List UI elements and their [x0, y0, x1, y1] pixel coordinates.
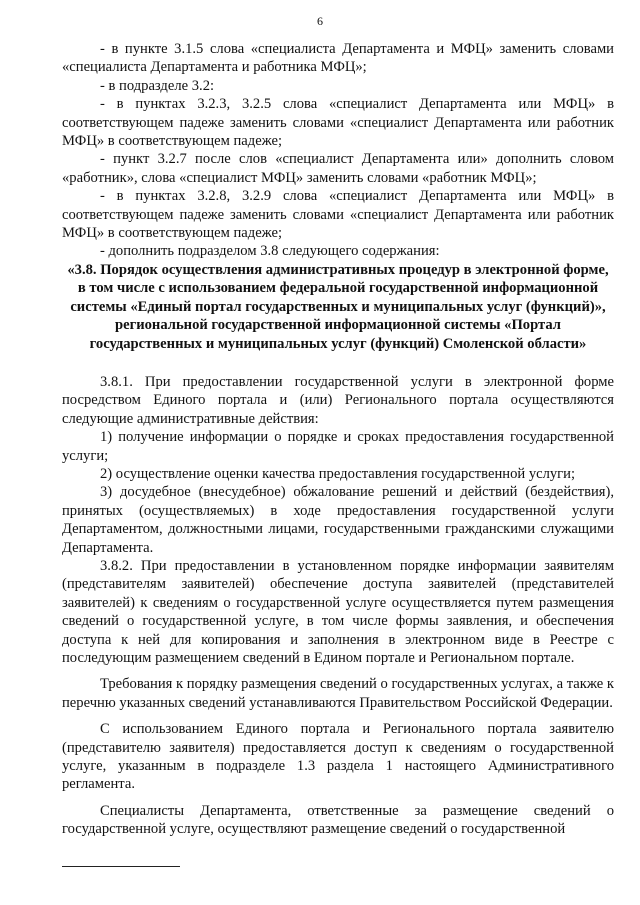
document-body: [62, 40, 614, 839]
body-paragraph-requirements: Требования к порядку размещения сведений о государственных услугах, а также к перечню указанных сведений устанавливаются Правительством Российской Федерации.: [62, 676, 614, 711]
body-list-item-1: 1) получение информации о порядке и сроках предоставления государственной услуги;: [62, 429, 614, 464]
paragraph-amend-3-2-8: - в пунктах 3.2.8, 3.2.9 слова «специалист Департамента или МФЦ» в соответствующем падеже заменить словами «специалист Департамента или работник МФЦ» в соответствующем падеже;: [62, 188, 614, 242]
paragraph-subsection-3-2: - в подразделе 3.2:: [100, 77, 215, 94]
footnote-rule: [62, 866, 180, 867]
paragraph-amend-3-2-3: - в пунктах 3.2.3, 3.2.5 слова «специалист Департамента или МФЦ» в соответствующем падеже заменить словами «специалист Департамента или работник МФЦ» в соответствующем падеже;: [62, 96, 614, 150]
body-paragraph-portal-access: С использованием Единого портала и Регионального портала заявителю (представителю заявителя) предоставляется доступ к сведениям о государственной услуге, указанным в подразделе 1.3 раздела 1 настоящего Административного регламента.: [62, 721, 614, 793]
body-list-item-3: 3) досудебное (внесудебное) обжалование решений и действий (бездействия), принятых (осуществляемых) в ходе предоставления государственной услуги Департаментом, должностными лицами, государственными гражданскими служащими Департамента.: [62, 484, 614, 556]
section-heading-3-8: «3.8. Порядок осуществления административных процедур в электронной форме, в том числе с использованием федеральной государственной информационной системы «Единый портал государственных и муниципальных услуг (функций)», региональной государственной информационной системы «Портал государственных и муниципальных услуг (функций) Смоленской области»: [67, 261, 609, 352]
paragraph-add-3-8: - дополнить подразделом 3.8 следующего содержания:: [100, 243, 440, 260]
body-paragraph-3-8-2: 3.8.2. При предоставлении в установленном порядке информации заявителям (представителям заявителей) обеспечение доступа заявителей (представителей заявителей) к сведениям о государственной услуге осуществляется путем размещения сведений о государственной услуге, в том числе формы заявления, и обеспечения доступа к ней для копирования и заполнения в электронном виде в Реестре с последующим размещением сведений в Едином портале и Региональном портале.: [62, 557, 614, 666]
paragraph-amend-3-2-7: - пункт 3.2.7 после слов «специалист Департамента или» дополнить словом «работник», слова «специалист МФЦ» заменить словами «работник МФЦ»;: [62, 151, 614, 186]
page-number: 6: [317, 14, 323, 28]
body-paragraph-specialists: Специалисты Департамента, ответственные за размещение сведений о государственной услуге, осуществляют размещение сведений о государственной: [62, 802, 614, 838]
body-list-item-2: 2) осуществление оценки качества предоставления государственной услуги;: [100, 465, 576, 482]
paragraph-amend-3-1-5: - в пункте 3.1.5 слова «специалиста Департамента и МФЦ» заменить словами «специалиста Департамента и работника МФЦ»;: [62, 41, 614, 76]
body-paragraph-3-8-1: 3.8.1. При предоставлении государственной услуги в электронной форме посредством Единого портала и (или) Регионального портала осуществляются следующие административные действия:: [62, 373, 614, 427]
